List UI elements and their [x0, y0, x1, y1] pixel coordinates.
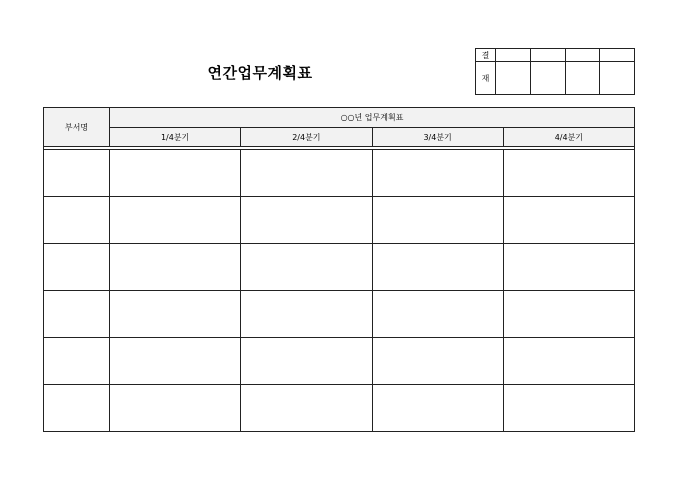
approval-title-cell[interactable] [600, 49, 635, 62]
approval-sign-cell[interactable] [565, 62, 600, 95]
quarter-cell-1[interactable] [110, 291, 241, 338]
document-title: 연간업무계획표 [207, 64, 313, 82]
quarter-cell-3[interactable] [372, 291, 503, 338]
approval-label-bottom: 재 [476, 62, 496, 95]
dept-cell[interactable] [44, 385, 110, 432]
quarter-cell-3[interactable] [372, 150, 503, 197]
quarter-cell-3[interactable] [372, 197, 503, 244]
quarter-cell-2[interactable] [241, 197, 372, 244]
approval-title-cell[interactable] [565, 49, 600, 62]
quarter-cell-2[interactable] [241, 244, 372, 291]
dept-cell[interactable] [44, 244, 110, 291]
plan-rows [44, 150, 635, 432]
table-row [44, 385, 635, 432]
approval-label-top: 결 [476, 49, 496, 62]
table-row [44, 150, 635, 197]
table-row [44, 338, 635, 385]
plan-table [43, 107, 635, 432]
quarter-cell-1[interactable] [110, 385, 241, 432]
quarter-header-2: 2/4분기 [241, 128, 372, 147]
table-row [44, 197, 635, 244]
table-row [44, 291, 635, 338]
quarter-cell-4[interactable] [503, 244, 634, 291]
quarter-header-1: 1/4분기 [110, 128, 241, 147]
table-row [44, 244, 635, 291]
quarter-cell-4[interactable] [503, 150, 634, 197]
quarter-cell-3[interactable] [372, 338, 503, 385]
quarter-cell-4[interactable] [503, 197, 634, 244]
approval-sign-cell[interactable] [600, 62, 635, 95]
dept-cell[interactable] [44, 150, 110, 197]
quarter-cell-2[interactable] [241, 385, 372, 432]
quarter-cell-4[interactable] [503, 385, 634, 432]
dept-cell[interactable] [44, 291, 110, 338]
quarter-cell-3[interactable] [372, 244, 503, 291]
dept-cell[interactable] [44, 338, 110, 385]
quarter-cell-1[interactable] [110, 244, 241, 291]
quarter-cell-1[interactable] [110, 197, 241, 244]
approval-sign-cell[interactable] [530, 62, 565, 95]
approval-sign-cell[interactable] [496, 62, 531, 95]
approval-title-cell[interactable] [530, 49, 565, 62]
quarter-header-4: 4/4분기 [503, 128, 634, 147]
quarter-cell-4[interactable] [503, 338, 634, 385]
quarter-cell-1[interactable] [110, 338, 241, 385]
quarter-header-3: 3/4분기 [372, 128, 503, 147]
quarter-cell-2[interactable] [241, 338, 372, 385]
quarter-cell-4[interactable] [503, 291, 634, 338]
quarter-cell-2[interactable] [241, 291, 372, 338]
approval-box [475, 48, 635, 95]
approval-title-cell[interactable] [496, 49, 531, 62]
quarter-cell-2[interactable] [241, 150, 372, 197]
plan-header: ○○년 업무계획표 [110, 108, 635, 128]
dept-header: 부서명 [44, 108, 110, 147]
quarter-cell-1[interactable] [110, 150, 241, 197]
quarter-cell-3[interactable] [372, 385, 503, 432]
dept-cell[interactable] [44, 197, 110, 244]
